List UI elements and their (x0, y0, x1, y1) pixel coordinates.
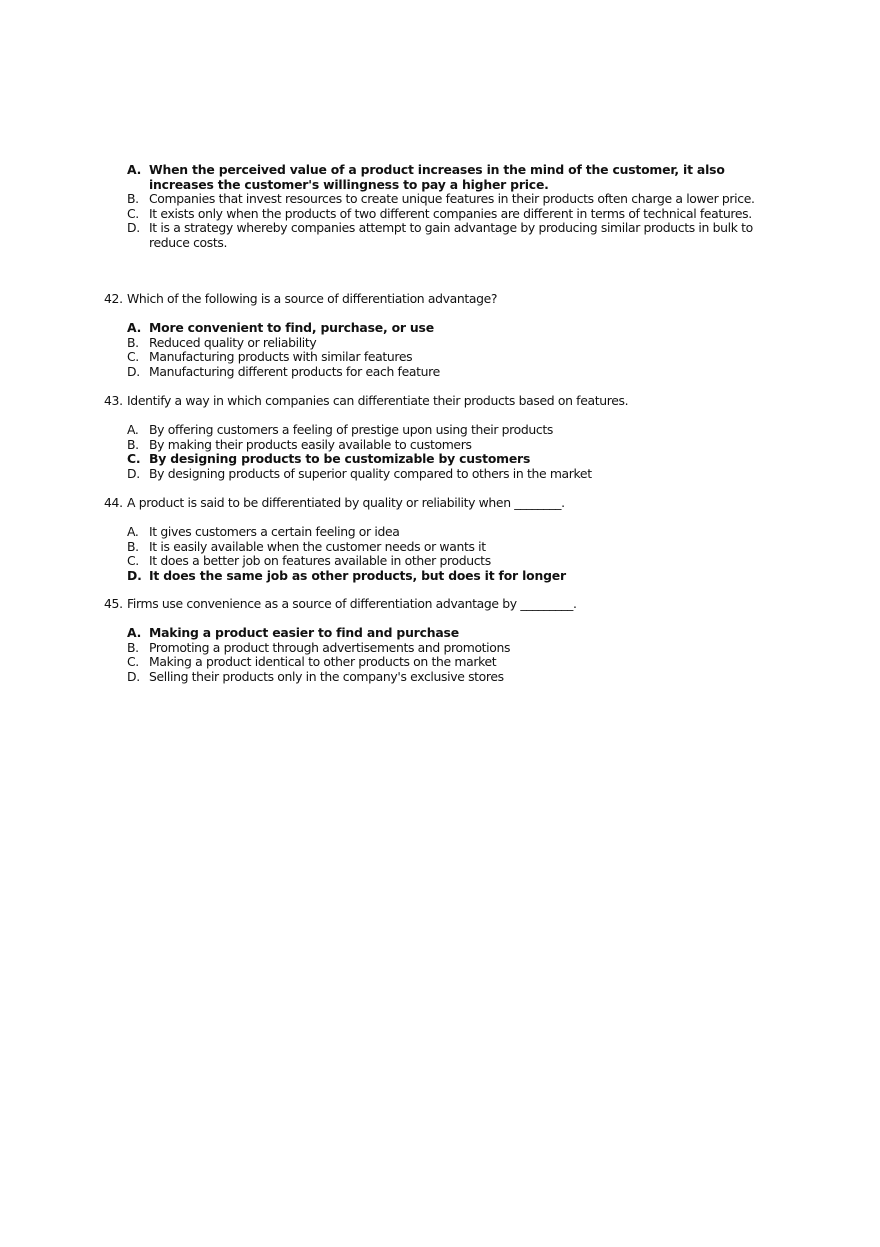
option-text: Making a product easier to find and purchase (149, 625, 459, 640)
option-text: Manufacturing different products for each feature (149, 363, 440, 379)
option-a (0, 423, 880, 438)
question-43 (0, 394, 880, 481)
question-text: Identify a way in which companies can differentiate their products based on features. (127, 393, 629, 408)
option-letter: C. (127, 654, 139, 669)
question-stem (0, 292, 880, 307)
question-text: A product is said to be differentiated by quality or reliability when ________. (127, 495, 565, 510)
option-text: It is easily available when the customer needs or wants it (149, 538, 486, 554)
option-c (0, 350, 880, 365)
option-text: Making a product identical to other products on the market (149, 654, 497, 669)
option-d (0, 365, 880, 380)
option-text: It is a strategy whereby companies attempt to gain advantage by producing similar products in bulk to reduce costs. (149, 220, 753, 250)
option-a (0, 626, 880, 641)
option-b (0, 336, 880, 351)
option-text: By designing products of superior quality compared to others in the market (149, 465, 592, 481)
option-text: By making their products easily available to customers (149, 436, 472, 452)
question-44 (0, 496, 880, 583)
option-letter: D. (127, 668, 140, 684)
question-stem (0, 597, 880, 612)
option-c (0, 207, 880, 222)
option-text: It gives customers a certain feeling or idea (149, 524, 400, 539)
option-letter: A. (127, 524, 139, 539)
question-text: Firms use convenience as a source of differentiation advantage by _________. (127, 596, 577, 611)
question-number: 42. (104, 291, 123, 306)
option-text: It does a better job on features available in other products (149, 553, 491, 568)
option-letter: B. (127, 538, 139, 554)
option-c (0, 554, 880, 569)
question-text: Which of the following is a source of differentiation advantage? (127, 291, 498, 306)
option-text: By designing products to be customizable by customers (149, 451, 531, 466)
option-text: It exists only when the products of two different companies are different in terms of technical features. (149, 205, 752, 221)
question-45 (0, 597, 880, 684)
option-letter: D. (127, 220, 140, 235)
option-b (0, 641, 880, 656)
option-text: More convenient to find, purchase, or use (149, 320, 434, 335)
question-stem (0, 394, 880, 409)
option-a (0, 321, 880, 336)
option-letter: A. (127, 320, 142, 335)
option-letter: D. (127, 567, 142, 583)
option-a (0, 525, 880, 540)
option-b (0, 540, 880, 555)
question-number: 43. (104, 393, 123, 408)
option-c (0, 655, 880, 670)
option-d (0, 467, 880, 482)
option-text: Reduced quality or reliability (149, 334, 317, 350)
option-text: Companies that invest resources to create unique features in their products often charge a lower price. (149, 191, 755, 206)
option-letter: C. (127, 349, 139, 364)
option-text: It does the same job as other products, but does it for longer (149, 567, 566, 583)
option-text: By offering customers a feeling of prestige upon using their products (149, 422, 553, 437)
option-d (0, 569, 880, 584)
option-letter: C. (127, 451, 141, 466)
question-42 (0, 292, 880, 379)
option-letter: B. (127, 436, 139, 452)
option-text: Promoting a product through advertisements and promotions (149, 639, 511, 655)
option-letter: A. (127, 422, 139, 437)
option-letter: D. (127, 465, 140, 481)
option-letter: A. (127, 162, 142, 177)
option-letter: D. (127, 363, 140, 379)
option-text: Selling their products only in the company's exclusive stores (149, 668, 504, 684)
option-text: When the perceived value of a product increases in the mind of the customer, it also increases the customer's willingness to pay a higher price. (149, 162, 725, 192)
option-c (0, 452, 880, 467)
option-letter: C. (127, 553, 139, 568)
option-letter: B. (127, 334, 139, 350)
option-letter: C. (127, 205, 139, 221)
question-number: 45. (104, 596, 123, 611)
option-d (0, 221, 880, 250)
option-b (0, 192, 880, 207)
question-stem (0, 496, 880, 511)
option-d (0, 670, 880, 685)
option-text: Manufacturing products with similar features (149, 349, 413, 364)
question-number: 44. (104, 495, 123, 510)
option-letter: B. (127, 639, 139, 655)
option-a (0, 163, 880, 192)
option-letter: B. (127, 191, 139, 206)
option-letter: A. (127, 625, 142, 640)
continuation-options (0, 163, 880, 250)
option-b (0, 438, 880, 453)
